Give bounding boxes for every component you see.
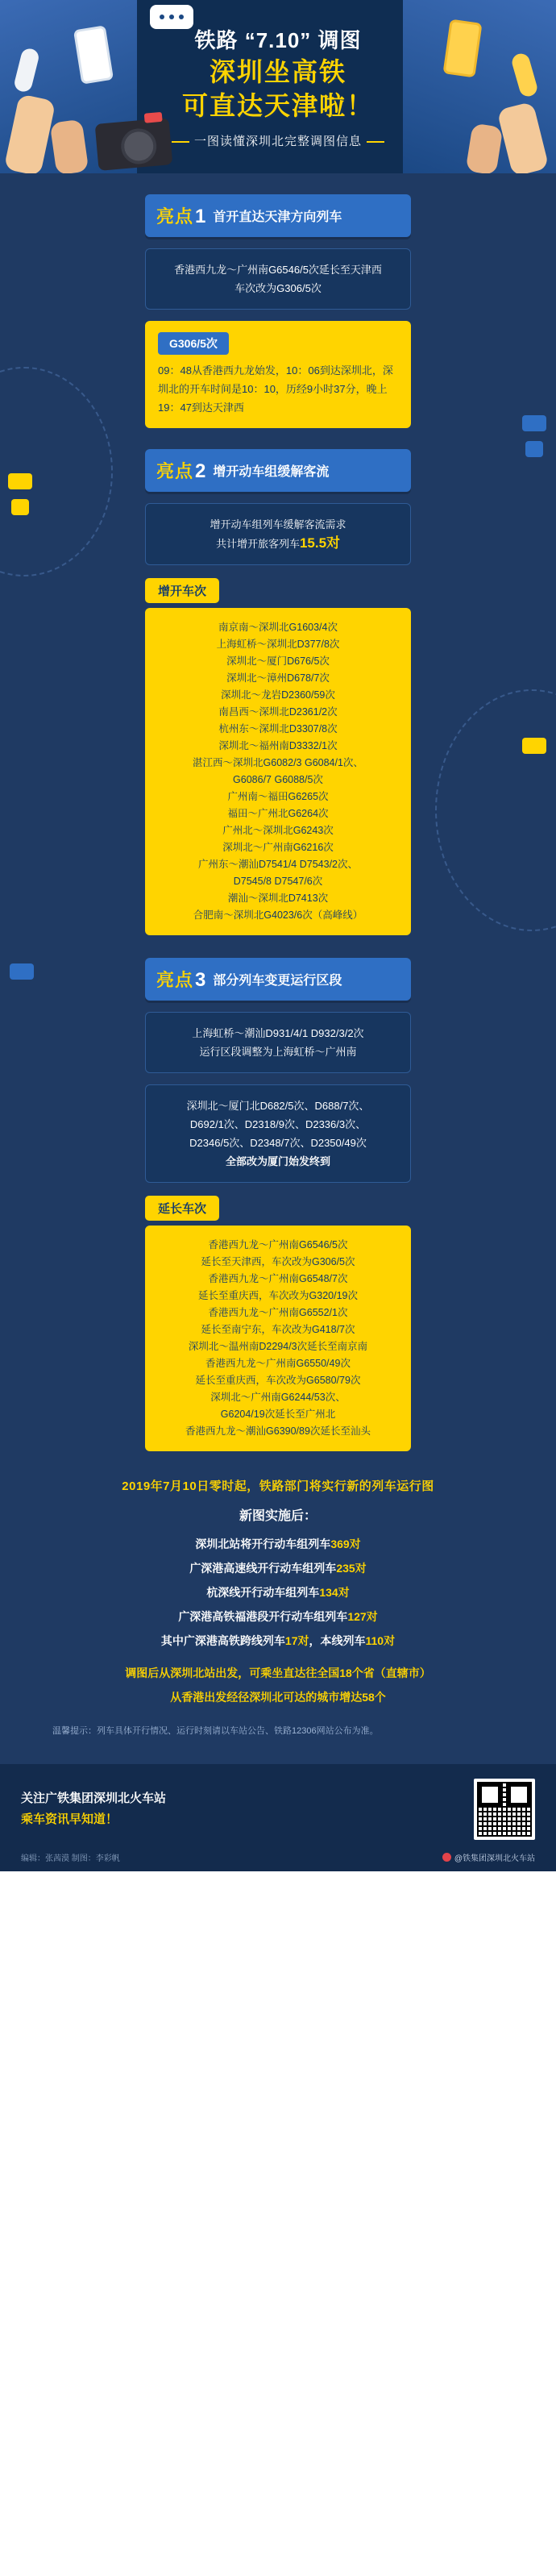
list-item: G6204/19次延长至广州北 [220, 1409, 336, 1420]
highlight-3-banner [145, 958, 411, 1001]
footer-text [21, 1788, 474, 1830]
header-line-2: 深圳坐高铁 [209, 57, 346, 86]
highlight-2-card-line-1: 增开动车组列车缓解客流需求 [210, 518, 346, 531]
list-item: 潮汕～深圳北D7413次 [227, 893, 329, 904]
stat-row [32, 1629, 524, 1653]
footer [0, 1764, 556, 1848]
header-subtitle: 一图读懂深圳北完整调图信息 [172, 132, 384, 149]
highlight-1-detail-card [145, 321, 411, 428]
stat-value-2: 110对 [365, 1634, 396, 1647]
list-item: 杭州东～深圳北D3307/8次 [218, 723, 338, 735]
stat-row [32, 1604, 524, 1629]
stat-label: 其中广深港高铁跨线列车 [160, 1634, 285, 1647]
list-item: 南京南～深圳北G1603/4次 [218, 622, 338, 633]
highlight-2-number: 2 [195, 460, 207, 482]
list-item: 香港西九龙～广州南G6548/7次 [208, 1273, 348, 1284]
highlight-3-card2-line: 深圳北～厦门北D682/5次、D688/7次、 [186, 1100, 370, 1112]
list-item: 深圳北～温州南D2294/3次延长至南京南 [188, 1341, 368, 1352]
list-item: 延长至天津西，车次改为G306/5次 [201, 1256, 355, 1267]
header-line-1: 铁路 “7.10” 调图 [194, 28, 362, 52]
added-trains-label-wrap [145, 578, 411, 603]
highlight-3-card2-line: D2346/5次、D2348/7次、D2350/49次 [189, 1137, 367, 1149]
highlight-2-badge-label: 亮点 [156, 461, 194, 481]
qr-code-image [477, 1782, 532, 1837]
list-item: 广州北～深圳北G6243次 [222, 825, 334, 836]
highlight-2-card-line-2-text: 共计增开旅客列车 [215, 538, 300, 550]
footer-line-1: 关注广铁集团深圳北火车站 [21, 1792, 167, 1805]
section-highlight-3 [0, 958, 556, 1451]
header [0, 0, 556, 173]
list-item: D7545/8 D7547/6次 [233, 876, 323, 887]
list-item: 福田～广州北G6264次 [227, 808, 329, 819]
highlight-1-badge [156, 203, 206, 228]
stat-label: 广深港高速线开行动车组列车 [189, 1562, 337, 1575]
extended-trains-label-wrap [145, 1196, 411, 1221]
highlight-2-card-line-2 [159, 534, 397, 553]
footer-line-2: 乘车资讯早知道！ [21, 1812, 118, 1826]
stat-label-mid: ，本线列车 [309, 1634, 366, 1647]
highlight-3-badge-label: 亮点 [156, 970, 194, 990]
stat-highlight-row: 从香港出发经径深圳北可达的城市增达58个 [170, 1691, 386, 1704]
list-item: 广州南～福田G6265次 [227, 791, 329, 802]
highlight-1-detail-text: 09：48从香港西九龙始发，10：06到达深圳北，深圳北的开车时间是10：10，历经9小时37分，晚上19：47到达天津西 [158, 364, 393, 414]
stat-row [32, 1580, 524, 1604]
list-item: 南昌西～深圳北D2361/2次 [218, 706, 338, 718]
list-item: 广州东～潮汕D7541/4 D7543/2次、 [198, 859, 358, 870]
stat-value: 127对 [347, 1610, 378, 1623]
highlight-1-card-line: 车次改为G306/5次 [234, 282, 322, 294]
highlight-3-card-2 [145, 1084, 411, 1183]
list-item: 深圳北～广州南G6216次 [222, 842, 334, 853]
qr-code[interactable] [474, 1779, 535, 1840]
section-highlight-1 [0, 194, 556, 428]
list-item: 延长至重庆西，车次改为G320/19次 [198, 1290, 358, 1301]
stat-highlight-row: 调图后从深圳北站出发，可乘坐直达往全国18个省（直辖市） [125, 1667, 431, 1679]
stat-value: 17对 [284, 1634, 309, 1647]
highlight-1-badge-label: 亮点 [156, 206, 194, 227]
highlight-3-card2-highlight: 全部改为厦门始发终到 [225, 1155, 330, 1167]
list-item: 延长至重庆西，车次改为G6580/79次 [195, 1375, 361, 1386]
highlight-2-badge [156, 458, 206, 483]
list-item: 香港西九龙～广州南G6552/1次 [208, 1307, 348, 1318]
highlight-2-title: 增开动车组缓解客流 [213, 465, 330, 479]
stats-section [0, 1458, 556, 1746]
stat-label: 广深港高铁福港段开行动车组列车 [178, 1610, 348, 1623]
highlight-2-card [145, 503, 411, 565]
extended-trains-list [145, 1226, 411, 1451]
credits-editor: 编辑：张茜漠 制图：李彩帆 [21, 1854, 120, 1863]
weibo-handle[interactable] [442, 1851, 535, 1863]
stat-value: 235对 [336, 1562, 367, 1575]
stat-label: 杭深线开行动车组列车 [206, 1586, 320, 1599]
credits-bar [0, 1848, 556, 1871]
list-item: 深圳北～福州南D3332/1次 [218, 740, 338, 751]
weibo-handle-text: @铁集团深圳北火车站 [454, 1854, 535, 1863]
list-item: 香港西九龙～潮汕G6390/89次延长至汕头 [185, 1425, 371, 1437]
list-item: 上海虹桥～深圳北D377/8次 [216, 639, 340, 650]
highlight-3-card-1 [145, 1012, 411, 1073]
list-item: 深圳北～广州南G6244/53次、 [210, 1392, 346, 1403]
stat-value: 369对 [330, 1538, 361, 1550]
body [0, 173, 556, 1871]
list-item: 深圳北～厦门D676/5次 [226, 655, 330, 667]
stats-subtitle: 新图实施后： [239, 1509, 317, 1523]
highlight-1-card-line: 香港西九龙～广州南G6546/5次延长至天津西 [174, 264, 382, 276]
stats-title: 2019年7月10日零时起，铁路部门将实行新的列车运行图 [122, 1479, 434, 1493]
highlight-2-pair-count: 15.5对 [299, 535, 341, 551]
list-item: 延长至南宁东，车次改为G418/7次 [201, 1324, 355, 1335]
stat-value: 134对 [319, 1586, 350, 1599]
header-line-3: 可直达天津啦！ [181, 91, 374, 120]
stat-label: 深圳北站将开行动车组列车 [195, 1538, 331, 1550]
highlight-1-title: 首开直达天津方向列车 [213, 210, 342, 224]
list-item: 香港西九龙～广州南G6546/5次 [208, 1239, 348, 1251]
highlight-3-card-line: 上海虹桥～潮汕D931/4/1 D932/3/2次 [192, 1027, 364, 1039]
stats-tip: 温馨提示：列车具体开行情况、运行时刻请以车站公告、铁路12306网站公布为准。 [52, 1726, 379, 1736]
list-item: 合肥南～深圳北G4023/6次（高峰线） [193, 909, 363, 921]
highlight-1-banner [145, 194, 411, 237]
weibo-icon [442, 1853, 451, 1862]
header-text-block [0, 26, 556, 149]
highlight-3-title: 部分列车变更运行区段 [213, 974, 342, 988]
list-item: 深圳北～漳州D678/7次 [226, 672, 330, 684]
section-highlight-2 [0, 449, 556, 935]
highlight-2-banner [145, 449, 411, 492]
highlight-1-card [145, 248, 411, 310]
highlight-1-number: 1 [195, 206, 207, 227]
highlight-3-card2-line: D692/1次、D2318/9次、D2336/3次、 [189, 1118, 367, 1130]
highlight-3-badge [156, 967, 206, 992]
list-item: 深圳北～龙岩D2360/59次 [221, 689, 335, 701]
added-trains-list [145, 608, 411, 935]
added-trains-label: 增开车次 [145, 578, 219, 603]
train-number-tag: G306/5次 [158, 332, 229, 355]
extended-trains-label: 延长车次 [145, 1196, 219, 1221]
list-item: 湛江西～深圳北G6082/3 G6084/1次、 [193, 757, 363, 768]
stat-row [32, 1532, 524, 1556]
highlight-3-card-line: 运行区段调整为上海虹桥～广州南 [199, 1046, 357, 1058]
list-item: G6086/7 G6088/5次 [233, 774, 323, 785]
highlight-3-number: 3 [195, 969, 207, 991]
stat-row [32, 1556, 524, 1580]
list-item: 香港西九龙～广州南G6550/49次 [205, 1358, 351, 1369]
